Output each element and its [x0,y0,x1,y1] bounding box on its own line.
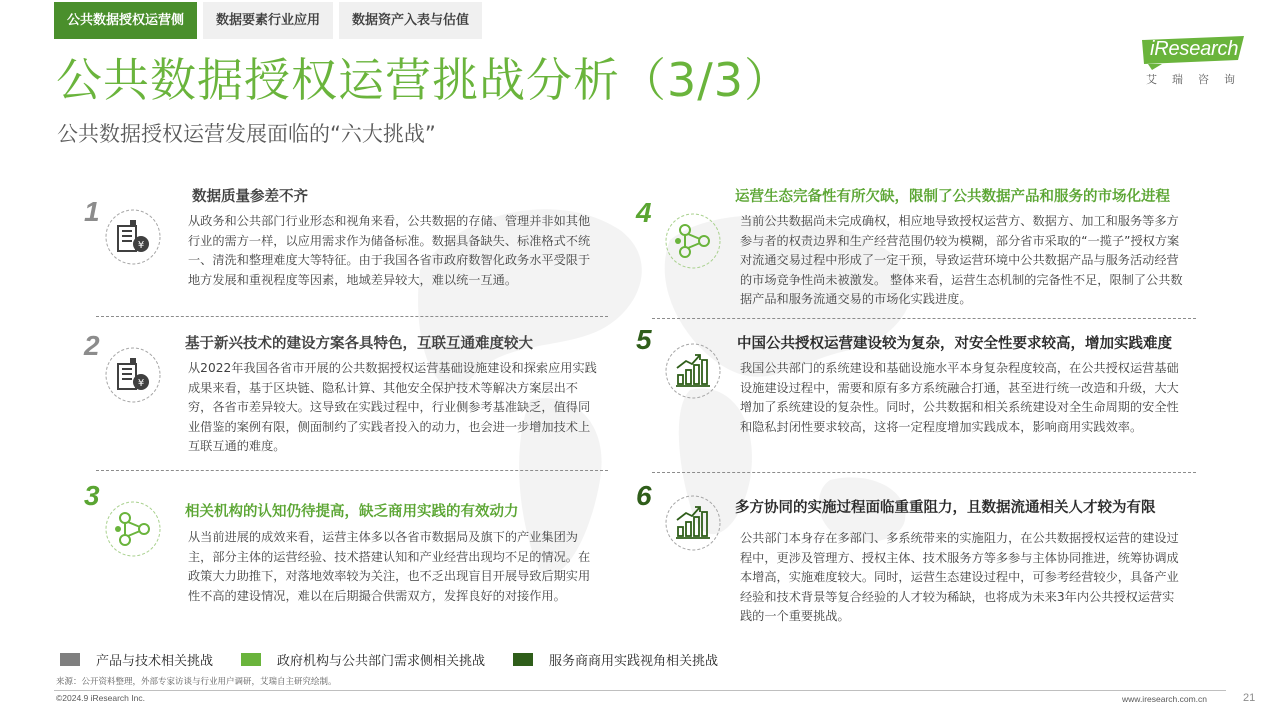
challenge-number-1: 1 [84,196,100,227]
challenge-heading-1: 数据质量参差不齐 [192,189,308,205]
challenge-number-3: 3 [84,480,100,511]
divider-2 [96,470,608,471]
challenge-number-2: 2 [84,330,100,361]
category-legend [60,650,746,668]
footer-divider [54,690,1226,691]
iresearch-logo [1140,34,1250,86]
challenge-heading-5: 中国公共授权运营建设较为复杂，对安全性要求较高，增加实践难度 [737,336,1172,352]
growth-chart-icon [664,494,722,552]
challenge-heading-4: 运营生态完备性有所欠缺，限制了公共数据产品和服务的市场化进程 [735,189,1170,205]
page-number: 21 [1243,692,1256,704]
legend-item-product-tech [60,650,213,669]
building-yuan-icon [104,346,162,404]
top-tab-bar [54,2,488,39]
source-note: 来源：公开资料整理，外部专家访谈与行业用户调研，艾瑞自主研究绘制。 [56,677,337,687]
tab-industry-application[interactable]: 数据要素行业应用 [203,2,333,39]
divider-4 [652,318,1196,319]
challenge-heading-2: 基于新兴技术的建设方案各具特色，互联互通难度较大 [185,336,533,352]
tab-data-asset-valuation[interactable]: 数据资产入表与估值 [339,2,482,39]
page-title: 公共数据授权运营挑战分析（3/3） [56,53,792,107]
svg-text:¥: ¥ [137,240,145,251]
network-nodes-icon [664,212,722,270]
logo-text: iResearch [1150,38,1239,60]
legend-swatch [60,653,80,666]
legend-label: 服务商商用实践视角相关挑战 [549,653,719,669]
divider-1 [96,316,608,317]
page-subtitle: 公共数据授权运营发展面临的“六大挑战” [57,122,436,146]
legend-swatch [513,653,533,666]
challenge-heading-3: 相关机构的认知仍待提高，缺乏商用实践的有效动力 [185,504,519,520]
challenge-number-5: 5 [636,324,652,355]
legend-label: 产品与技术相关挑战 [96,653,214,669]
challenge-body-6: 公共部门本身存在多部门、多系统带来的实施阻力，在公共数据授权运营的建设过程中，更涉及管理方、授权主体、技术服务方等多参与主体协同推进，统筹协调成本增高，实施难度较大。同时，运营生态建设过程中，可参考经营较少，具备产业经验和技术背景等复合经验的人才较为稀缺，也将成为未来3年内公共授权运营实践的一个重要挑战。 [740,531,1179,623]
website-link[interactable]: www.iresearch.com.cn [1122,694,1208,704]
legend-item-government [241,650,485,669]
tab-public-data-operation[interactable]: 公共数据授权运营侧 [54,2,197,39]
challenge-number-4: 4 [636,197,652,228]
network-nodes-icon [104,500,162,558]
legend-item-service [513,650,718,669]
legend-swatch [241,653,261,666]
growth-chart-icon [664,342,722,400]
building-yuan-icon [104,208,162,266]
legend-label: 政府机构与公共部门需求侧相关挑战 [277,653,486,669]
copyright: ©2024.9 iResearch Inc. [56,693,145,703]
logo-subtext: 艾瑞咨询 [1146,73,1250,86]
challenge-body-2: 从2022年我国各省市开展的公共数据授权运营基础设施建设和探索应用实践成果来看，基于区块链、隐私计算、其他安全保护技术等解决方案层出不穷，各省市差异较大。这导致在实践过程中，行业侧参考基准缺乏，值得同业借鉴的案例有限，侧面制约了实践者投入的动力，也会进一步增加技术上互联互通的难度。 [188,361,597,453]
challenge-body-3: 从当前进展的成效来看，运营主体多以各省市数据局及旗下的产业集团为主，部分主体的运营经验、技术搭建认知和产业经营出现均不足的情况。在政策大力助推下，对落地效率较为关注，也不乏出现盲目开展导致后期实用性不高的建设情况，难以在后期撮合供需双方，发挥良好的对接作用。 [188,530,591,603]
divider-5 [652,472,1196,473]
challenge-heading-6: 多方协同的实施过程面临重重阻力，且数据流通相关人才较为有限 [735,500,1156,516]
challenge-body-5: 我国公共部门的系统建设和基础设施水平本身复杂程度较高，在公共授权运营基础设施建设过程中，需要和原有多方系统融合打通，甚至进行统一改造和升级，大大增加了系统建设的复杂性。同时，公共数据和相关系统建设对全生命周期的安全性和隐私封闭性要求较高，这将一定程度增加实践成本，影响商用实践效率。 [740,361,1179,434]
challenge-number-6: 6 [636,480,652,511]
challenge-body-1: 从政务和公共部门行业形态和视角来看，公共数据的存储、管理并非如其他行业的需方一样，以应用需求作为储备标准。数据具备缺失、标准格式不统一、清洗和整理难度大等特征。由于我国各省市政府数智化政务水平受限于地方发展和重视程度等因素，地域差异较大，难以统一互通。 [188,214,591,287]
challenge-body-4: 当前公共数据尚未完成确权，相应地导致授权运营方、数据方、加工和服务等多方参与者的权责边界和生产经营范围仍较为模糊，部分省市采取的“一揽子”授权方案对流通交易过程中形成了一定干预，导致运营环境中公共数据产品与服务活动经营的市场竞争性尚未被激发。 整体来看，运营生态机制的完备性不足，限制了公共数据产品和服务流通交易的市场化实践进度。 [740,214,1183,306]
svg-text:¥: ¥ [137,378,145,389]
